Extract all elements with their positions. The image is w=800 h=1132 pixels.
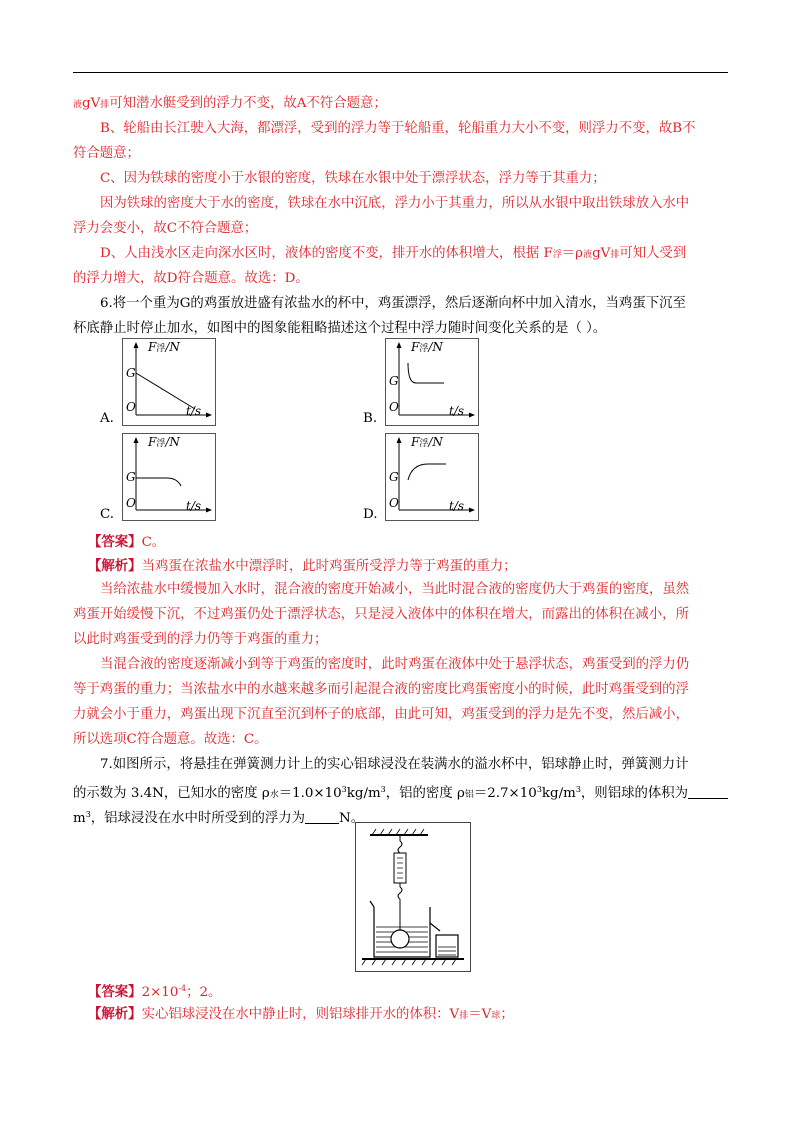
- graph-d-ylabel: F浮/N: [411, 435, 443, 449]
- answer-7: 【答案】$2\times 10^{-4}$；2。: [88, 984, 222, 1000]
- volume-blank[interactable]: [688, 786, 728, 799]
- question-7-line: 7.如图所示，将悬挂在弹簧测力计上的实心铝球浸没在装满水的溢水杯中，铝球静止时，弹簧测力计: [100, 757, 689, 772]
- option-c-label: C.: [100, 507, 115, 522]
- option-a-label: A.: [100, 411, 114, 426]
- graph-a-origin-label: O: [126, 400, 136, 414]
- text-line: 浮力会变小，故C不符合题意；: [73, 221, 258, 236]
- header-rule: [73, 72, 728, 73]
- graph-c-g-label: G: [126, 470, 136, 484]
- analysis-7: 【解析】实心铝球浸没在水中静止时，则铝球排开水的体积：V排＝V球；: [88, 1006, 514, 1022]
- analysis-6-line: 当给浓盐水中缓慢加入水时，混合液的密度开始减小，当此时混合液的密度仍大于鸡蛋的密度，虽然: [100, 582, 690, 597]
- analysis-6: 【解析】当鸡蛋在浓盐水中漂浮时，此时鸡蛋所受浮力等于鸡蛋的重力；: [88, 558, 517, 574]
- graph-c-xlabel: t/s: [186, 499, 202, 513]
- graph-a-g-label: G: [126, 366, 136, 380]
- graph-d-g-label: G: [389, 470, 399, 484]
- buoyancy-blank[interactable]: [305, 811, 339, 824]
- analysis-6-line: 以此时鸡蛋受到的浮力仍等于鸡蛋的重力；: [73, 632, 328, 647]
- analysis-6-line: 鸡蛋开始缓慢下沉，不过鸡蛋仍处于漂浮状态，只是浸入液体中的体积在增大，而露出的体积在减小，所: [73, 607, 689, 622]
- question-6-line: 杯底静止时停止加水，如图中的图象能粗略描述这个过程中浮力随时间变化关系的是（ ）。: [73, 321, 607, 336]
- graph-b-g-label: G: [389, 374, 399, 388]
- graph-b-origin-label: O: [389, 400, 399, 414]
- analysis-6-line: 力就会小于重力，鸡蛋出现下沉直至沉到杯子的底部，由此可知，鸡蛋受到的浮力是先不变，然后减小，: [73, 707, 689, 722]
- graph-c-origin-label: O: [126, 496, 136, 510]
- question-6-line: 6.将一个重为G的鸡蛋放进盛有浓盐水的杯中，鸡蛋漂浮，然后逐渐向杯中加入清水，当鸡蛋下沉至: [100, 296, 686, 311]
- text-line: 的浮力增大，故D符合题意。故选：D。: [73, 271, 309, 286]
- analysis-6-line: 当混合液的密度逐渐减小到等于鸡蛋的密度时，此时鸡蛋在液体中处于悬浮状态，鸡蛋受到的浮力仍: [100, 657, 690, 672]
- graph-b-ylabel: F浮/N: [411, 340, 443, 354]
- text-line: 因为铁球的密度大于水的密度，铁球在水中沉底，浮力小于其重力，所以从水银中取出铁球放入水中: [100, 196, 690, 211]
- answer-6: 【答案】C。: [88, 534, 166, 550]
- graph-c-ylabel: F浮/N: [148, 435, 180, 449]
- text-line: 符合题意；: [73, 146, 140, 161]
- analysis-6-line: 等于鸡蛋的重力；当浓盐水中的水越来越多而引起混合液的密度比鸡蛋密度小的时候，此时鸡蛋受到的浮: [73, 682, 689, 697]
- option-b-label: B.: [363, 411, 378, 426]
- text-line: C、因为铁球的密度小于水银的密度，铁球在水银中处于漂浮状态，浮力等于其重力；: [100, 171, 606, 186]
- graph-a-xlabel: t/s: [186, 404, 202, 418]
- option-d-label: D.: [363, 507, 378, 522]
- graph-d-origin-label: O: [389, 496, 399, 510]
- graph-a-ylabel: F浮/N: [148, 340, 180, 354]
- graph-d-xlabel: t/s: [449, 499, 465, 513]
- graph-b-xlabel: t/s: [449, 404, 465, 418]
- text-line: B、轮船由长江驶入大海，都漂浮，受到的浮力等于轮船重，轮船重力大小不变，则浮力不变，故B不: [100, 121, 696, 136]
- question-7-line: $m^3$，铝球浸没在水中时所受到的浮力为 N。: [73, 810, 365, 826]
- question-7-line: 的示数为 3.4N，已知水的密度 ρ水$=1.0\times 10^3kg/m^3$，铝的密度 ρ铝$=2.7\times 10^3kg/m^3$，则铝球的体积为: [73, 781, 728, 804]
- analysis-6-line: 所以选项C符合题意。故选：C。: [73, 732, 268, 747]
- spring-scale-diagram: [355, 822, 471, 972]
- text-line: D、人由浅水区走向深水区时，液体的密度不变，排开水的体积增大，根据 F浮＝ρ液gV排可知人受到: [100, 246, 687, 261]
- text-line: 液gV排可知潜水艇受到的浮力不变，故A不符合题意；: [73, 96, 387, 111]
